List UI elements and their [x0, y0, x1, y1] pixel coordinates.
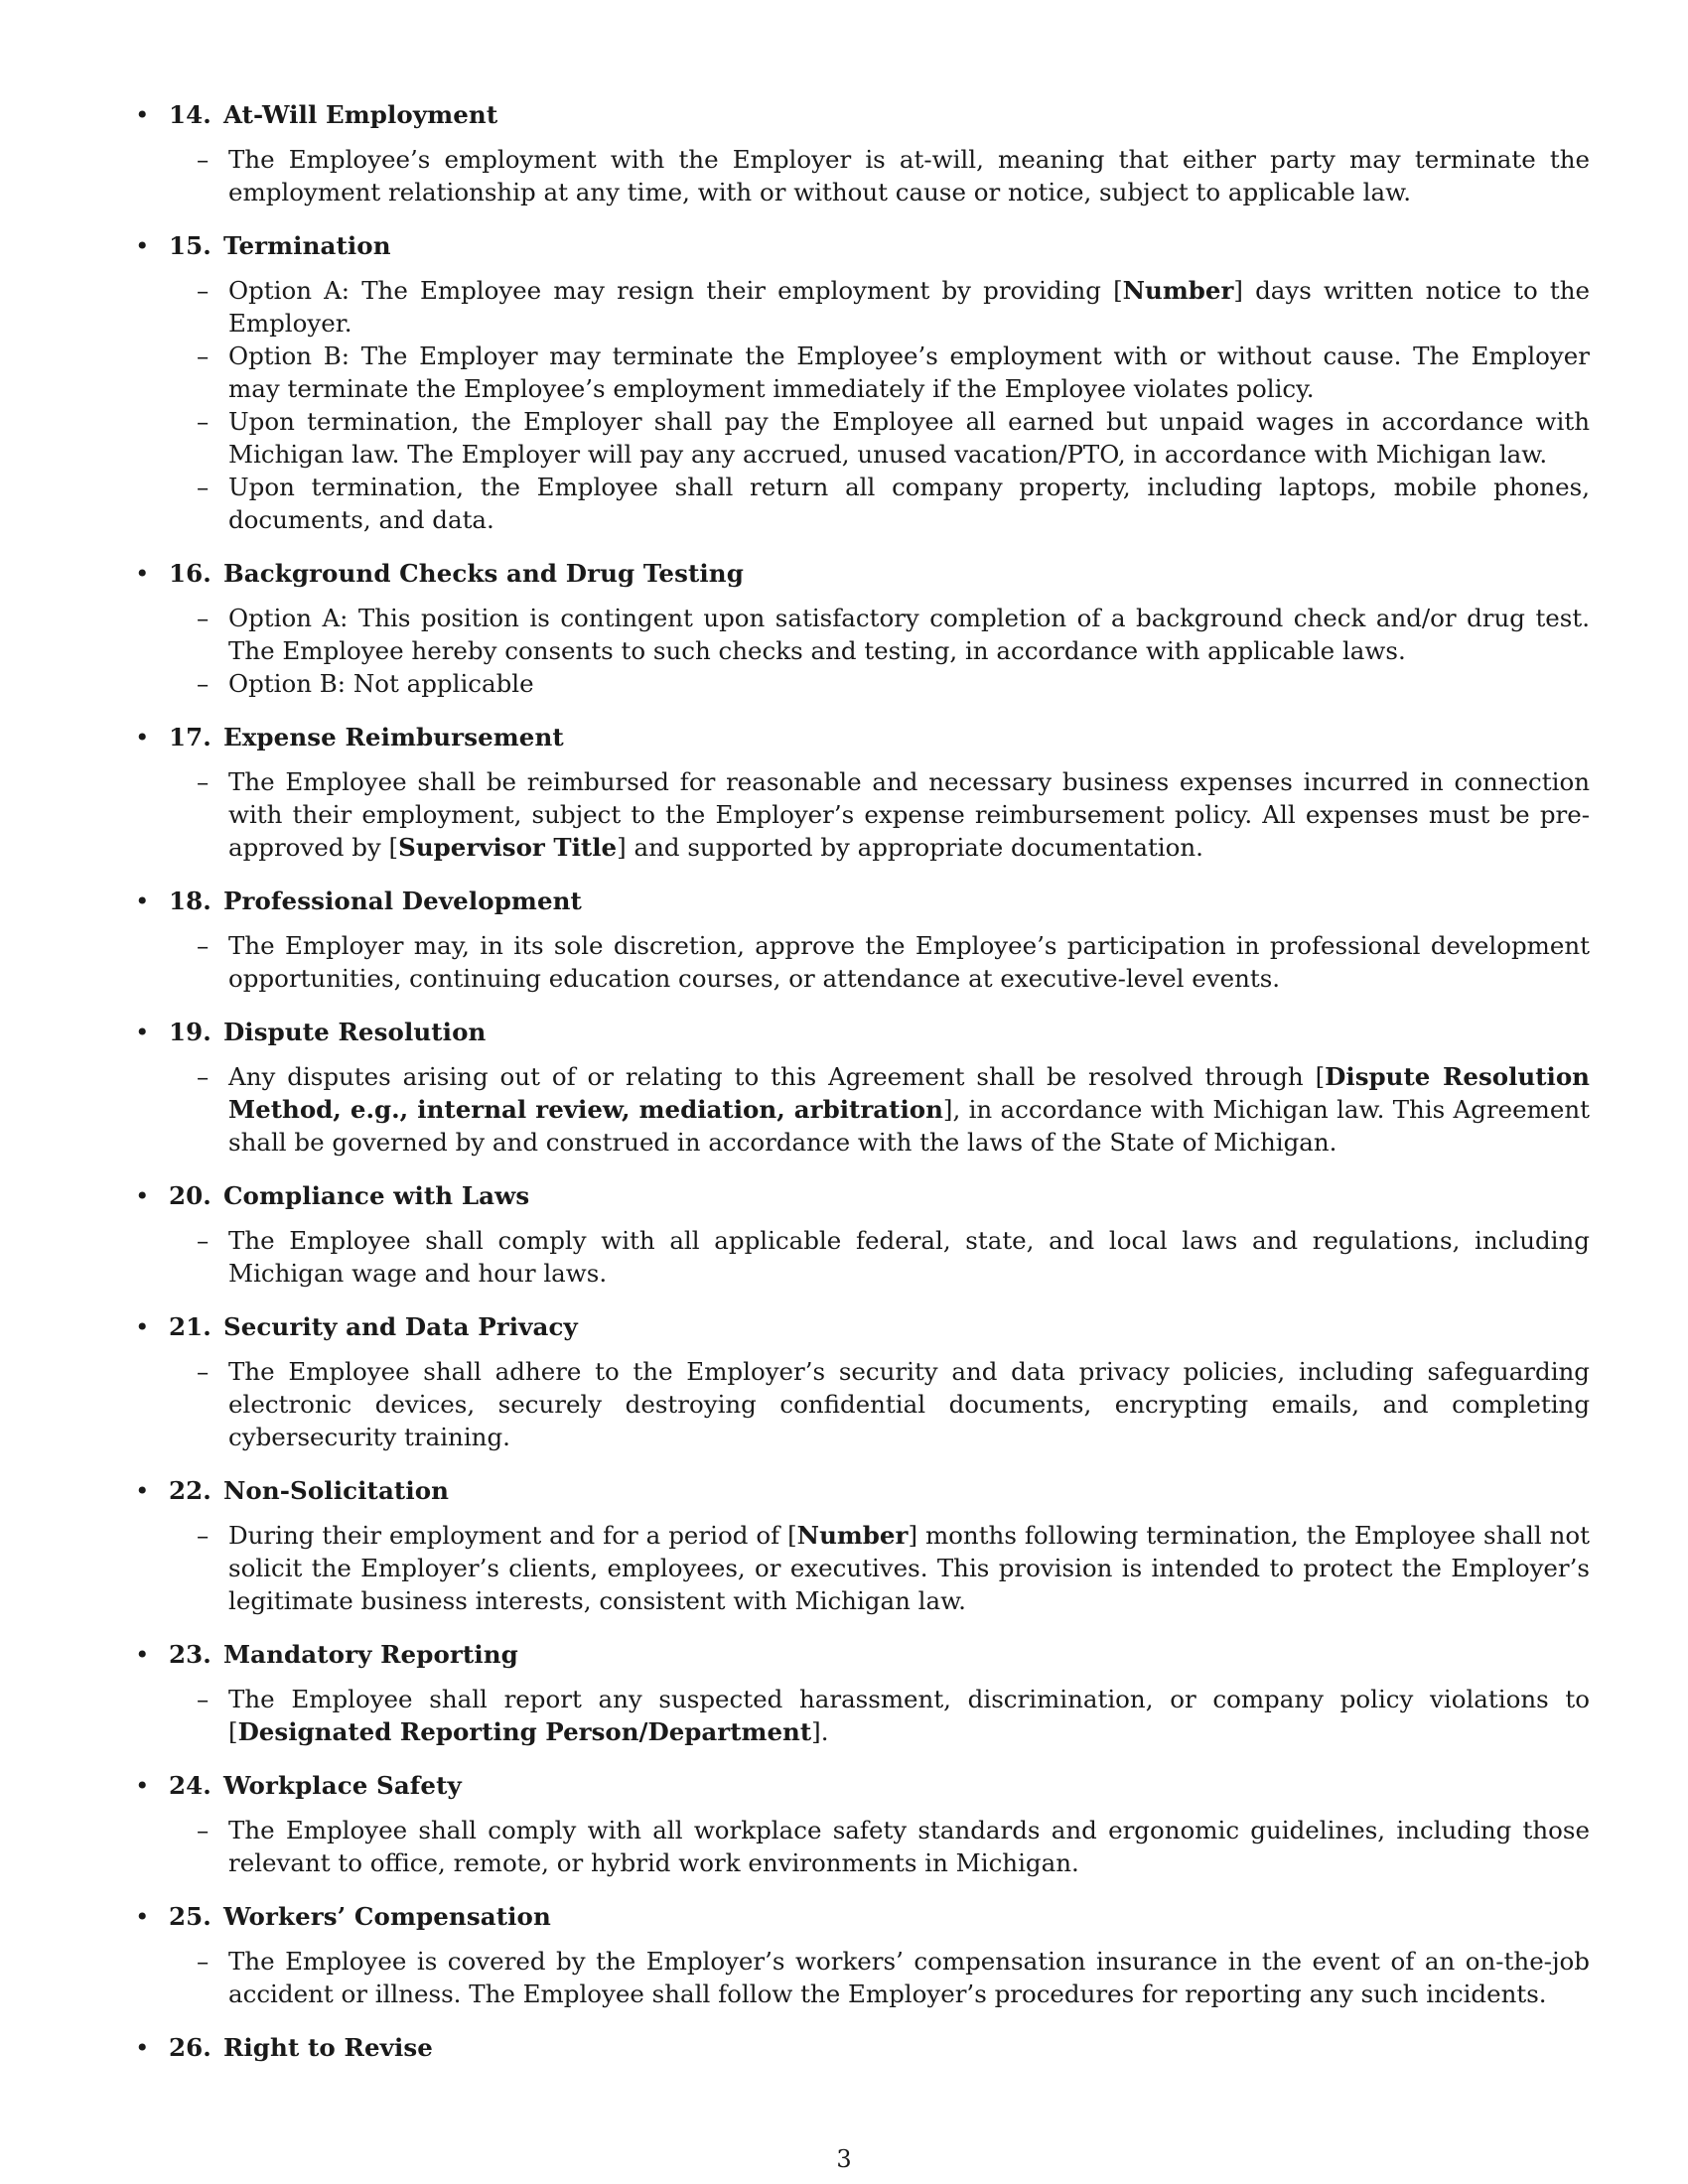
clause-list: [135, 1224, 1590, 1290]
section-title: Non-Solicitation: [222, 1476, 450, 1505]
section-title: Security and Data Privacy: [222, 1312, 578, 1341]
clause-text: ], in accordance with Michigan law. This Agreement shall be governed by and construed in accordance with the laws of the State of Michigan.: [228, 1095, 1590, 1157]
clause-item: [197, 1060, 1590, 1159]
section-heading: [135, 1770, 1590, 1802]
clause-list: [135, 602, 1590, 700]
section-title: Professional Development: [222, 887, 582, 915]
clause-text: Any disputes arising out of or relating to this Agreement shall be resolved through [: [228, 1062, 1326, 1091]
dash-icon: –: [197, 767, 210, 796]
clause-list: [135, 1683, 1590, 1748]
section-heading: [135, 230, 1590, 262]
dash-icon: –: [197, 407, 210, 436]
clause-list: [135, 1814, 1590, 1879]
placeholder-field: Supervisor Title: [398, 833, 618, 862]
clause-text: The Employee shall be reimbursed for reasonable and necessary business expenses incurred in connection with their employment, subject to the Employer’s expense reimbursement policy. All expenses must be pre-approved by [: [228, 767, 1590, 862]
section-heading: [135, 1180, 1590, 1212]
clause-text: The Employee shall comply with all applicable federal, state, and local laws and regulations, including Michigan wage and hour laws.: [228, 1226, 1590, 1288]
clause-text: Option A: This position is contingent upon satisfactory completion of a background check and/or drug test. The Employee hereby consents to such checks and testing, in accordance with applicable laws.: [228, 604, 1590, 665]
section-number: 16.: [169, 559, 211, 588]
clause-text: The Employee is covered by the Employer’s workers’ compensation insurance in the event of an on-the-job accident or illness. The Employee shall follow the Employer’s procedures for reporting any such incidents.: [228, 1947, 1590, 2008]
section-12: [135, 1901, 1590, 2010]
bullet-icon: •: [135, 1476, 150, 1505]
clause-text: ].: [811, 1717, 829, 1746]
dash-icon: –: [197, 1947, 210, 1976]
clause-list: [135, 929, 1590, 995]
section-number: 24.: [169, 1771, 211, 1800]
section-title: Mandatory Reporting: [222, 1640, 518, 1669]
dash-icon: –: [197, 1062, 210, 1091]
section-number: 20.: [169, 1181, 211, 1210]
placeholder-field: Number: [796, 1521, 909, 1550]
dash-icon: –: [197, 341, 210, 370]
clause-item: [197, 340, 1590, 405]
section-heading: [135, 1639, 1590, 1671]
dash-icon: –: [197, 604, 210, 632]
clause-list: [135, 1519, 1590, 1617]
section-2: [135, 230, 1590, 536]
dash-icon: –: [197, 669, 210, 698]
dash-icon: –: [197, 1685, 210, 1713]
section-title: Workplace Safety: [222, 1771, 462, 1800]
clause-item: [197, 602, 1590, 667]
section-number: 23.: [169, 1640, 211, 1669]
section-heading: [135, 2032, 1590, 2064]
clause-text: Upon termination, the Employer shall pay the Employee all earned but unpaid wages in accordance with Michigan law. The Employer will pay any accrued, unused vacation/PTO, in accordance with Michigan law.: [228, 407, 1590, 469]
clause-text: Option B: Not applicable: [228, 669, 534, 698]
bullet-icon: •: [135, 1181, 150, 1210]
section-number: 22.: [169, 1476, 211, 1505]
clause-item: [197, 667, 1590, 700]
dash-icon: –: [197, 931, 210, 960]
clause-item: [197, 471, 1590, 536]
section-7: [135, 1180, 1590, 1290]
dash-icon: –: [197, 1226, 210, 1255]
section-number: 15.: [169, 231, 211, 260]
clause-item: [197, 1355, 1590, 1453]
bullet-icon: •: [135, 1018, 150, 1046]
clause-text: ] months following termination, the Employee shall not solicit the Employer’s clients, employees, or executives. This provision is intended to protect the Employer’s legitimate business interests, consistent with Michigan law.: [228, 1521, 1590, 1615]
clause-item: [197, 405, 1590, 471]
clause-item: [197, 929, 1590, 995]
bullet-icon: •: [135, 1312, 150, 1341]
bullet-icon: •: [135, 1640, 150, 1669]
bullet-icon: •: [135, 100, 150, 129]
section-title: Compliance with Laws: [222, 1181, 530, 1210]
clause-text: During their employment and for a period of [: [228, 1521, 797, 1550]
section-heading: [135, 1311, 1590, 1343]
placeholder-field: Designated Reporting Person/Department: [237, 1717, 812, 1746]
section-heading: [135, 99, 1590, 131]
section-3: [135, 558, 1590, 700]
clause-item: [197, 274, 1591, 340]
section-1: [135, 99, 1590, 208]
clause-text: The Employee’s employment with the Employer is at-will, meaning that either party may terminate the employment relationship at any time, with or without cause or notice, subject to applicable law.: [228, 145, 1590, 206]
clause-text: The Employee shall adhere to the Employer’s security and data privacy policies, including safeguarding electronic devices, securely destroying confidential documents, encrypting emails, and completing cybersecurity training.: [228, 1357, 1590, 1451]
bullet-icon: •: [135, 231, 150, 260]
section-number: 21.: [169, 1312, 211, 1341]
dash-icon: –: [197, 1357, 210, 1386]
dash-icon: –: [197, 276, 210, 305]
section-title: Workers’ Compensation: [222, 1902, 551, 1931]
clause-item: [197, 765, 1590, 864]
section-title: Expense Reimbursement: [222, 723, 564, 751]
section-5: [135, 886, 1590, 995]
placeholder-field: Dispute Resolution Method, e.g., internal review, mediation, arbitration: [228, 1062, 1590, 1124]
bullet-icon: •: [135, 2033, 150, 2062]
section-title: Background Checks and Drug Testing: [222, 559, 744, 588]
page-number: 3: [836, 2145, 852, 2173]
section-10: [135, 1639, 1590, 1748]
section-title: Right to Revise: [222, 2033, 433, 2062]
section-number: 26.: [169, 2033, 211, 2062]
clause-item: [197, 1683, 1590, 1748]
document-body: [135, 99, 1590, 2086]
section-9: [135, 1475, 1590, 1617]
clause-item: [197, 1519, 1590, 1617]
clause-list: [135, 143, 1590, 208]
section-title: Dispute Resolution: [222, 1018, 487, 1046]
dash-icon: –: [197, 1521, 210, 1550]
clause-list: [135, 765, 1590, 864]
section-number: 17.: [169, 723, 211, 751]
bullet-icon: •: [135, 723, 150, 751]
section-8: [135, 1311, 1590, 1453]
clause-text: Option A: The Employee may resign their employment by providing [: [228, 276, 1123, 305]
clause-text: The Employee shall report any suspected harassment, discrimination, or company policy violations to [: [228, 1685, 1590, 1746]
clause-text: Option B: The Employer may terminate the Employee’s employment with or without cause. The Employer may terminate the Employee’s employment immediately if the Employee violates policy.: [228, 341, 1590, 403]
clause-text: ] days written notice to the Employer.: [228, 276, 1591, 338]
section-title: Termination: [222, 231, 391, 260]
clause-item: [197, 143, 1590, 208]
clause-list: [135, 1945, 1590, 2010]
clause-text: ] and supported by appropriate documentation.: [617, 833, 1203, 862]
section-heading: [135, 722, 1590, 753]
section-title: At-Will Employment: [222, 100, 498, 129]
clause-list: [135, 1355, 1590, 1453]
dash-icon: –: [197, 1816, 210, 1844]
section-11: [135, 1770, 1590, 1879]
clause-list: [135, 274, 1590, 536]
section-heading: [135, 1017, 1590, 1048]
clause-list: [135, 1060, 1590, 1159]
section-heading: [135, 1901, 1590, 1933]
clause-text: The Employee shall comply with all workplace safety standards and ergonomic guidelines, including those relevant to office, remote, or hybrid work environments in Michigan.: [228, 1816, 1590, 1877]
section-13: [135, 2032, 1590, 2064]
bullet-icon: •: [135, 1902, 150, 1931]
section-heading: [135, 1475, 1590, 1507]
bullet-icon: •: [135, 887, 150, 915]
dash-icon: –: [197, 473, 210, 501]
section-number: 25.: [169, 1902, 211, 1931]
section-6: [135, 1017, 1590, 1159]
clause-item: [197, 1814, 1590, 1879]
clause-item: [197, 1224, 1590, 1290]
section-number: 14.: [169, 100, 211, 129]
clause-item: [197, 1945, 1590, 2010]
section-number: 18.: [169, 887, 211, 915]
placeholder-field: Number: [1122, 276, 1234, 305]
section-number: 19.: [169, 1018, 211, 1046]
section-heading: [135, 558, 1590, 590]
dash-icon: –: [197, 145, 210, 174]
clause-text: Upon termination, the Employee shall return all company property, including laptops, mobile phones, documents, and data.: [228, 473, 1590, 534]
section-4: [135, 722, 1590, 864]
bullet-icon: •: [135, 559, 150, 588]
clause-text: The Employer may, in its sole discretion, approve the Employee’s participation in professional development opportunities, continuing education courses, or attendance at executive-level events.: [228, 931, 1590, 993]
section-heading: [135, 886, 1590, 917]
bullet-icon: •: [135, 1771, 150, 1800]
